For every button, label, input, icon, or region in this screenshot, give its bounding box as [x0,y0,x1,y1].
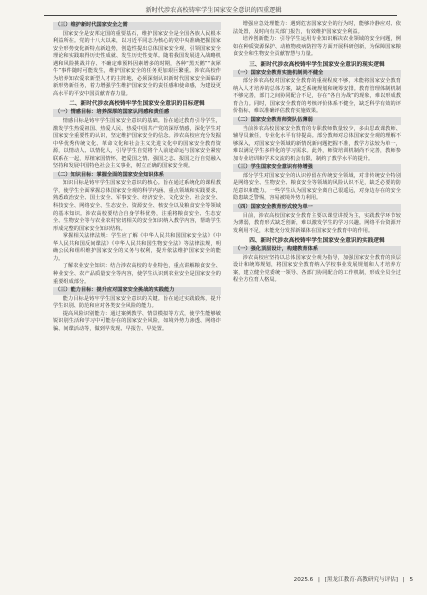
body-paragraph: 提高风险识别能力：通过案例教学、情景模拟等方式，使学生能够敏锐识别生活和学习中可能存在的国家安全风险，如境外势力渗透、网络诈骗、间谍活动等，做到早发现、早报告、早处置。 [53,310,221,332]
subsection-heading: （三）学生国家安全意识有待增强 [233,164,401,172]
footer-separator: | [318,577,320,583]
body-paragraph: 目前，涉农高校国家安全教育主要以课堂讲授为主，实践教学环节较为薄弱，教育形式缺乏创新，难以激发学生的学习兴趣。网络平台资源开发利用不足，未能充分发挥新媒体在国家安全教育中的作用。 [233,212,401,234]
subsection-heading: （三）维护新时代国家安全之需 [53,22,221,30]
section-heading: 四、新时代涉农高校铸牢学生国家安全意识的实践逻辑 [249,238,385,245]
body-paragraph: 知识目标是铸牢学生国家安全意识的核心。旨在通过系统化的课程教学，使学生全面掌握总体国家安全观的科学内涵、重点领域和实践要求，熟悉政治安全、国土安全、军事安全、经济安全、文化安全、社会安全、科技安全、网络安全、生态安全、资源安全、核安全以及粮食安全等领域的基本知识。涉农高校要结合自身学科优势，注重将粮食安全、生态安全、生物安全等与农业农村密切相关的安全知识纳入教学内容，帮助学生形成完整的国家安全知识结构。 [53,180,221,232]
body-paragraph: 能力目标是铸牢学生国家安全意识的关键。旨在通过实践锻炼，提升学生识别、防范和应对各类安全风险的能力。 [53,295,221,310]
body-paragraph: 了解农业安全知识：结合涉农高校的专业特色，重点讲解粮食安全、种业安全、农产品质量安全等内容，使学生认识到农业安全是国家安全的重要组成部分。 [53,263,221,285]
subsection-heading: （一）强化顶层设计，构建教育体系 [233,246,401,254]
right-column [233,21,401,285]
running-header: 新时代涉农高校铸牢学生国家安全意识的四重逻辑 [145,7,282,14]
subsection-heading: （一）国家安全教育实施机制尚不健全 [233,70,401,78]
section-heading: 二、新时代涉农高校铸牢学生国家安全意识的目标逻辑 [69,101,205,108]
page-number: 5 [409,577,413,583]
body-paragraph: 国家安全是安邦定国的重要基石，维护国家安全是全国各族人民根本利益所在。党的十八大以来，以习近平同志为核心的党中央准确把握国家安全形势变化新特点新趋势，创造性提出总体国家安全观，引领国家安全理论和实践取得历史性成就、发生历史性变革。随着我国发展进入战略机遇和风险挑战并存、不确定难预料因素增多的时期，各种“黑天鹅”“灰犀牛”事件随时可能发生，维护国家安全的任务更加艰巨繁重。涉农高校作为培养知农爱农新型人才的主阵地，必须深刻认识新时代国家安全面临的新形势新任务，着力增强学生维护国家安全的责任感和使命感，为建设更高水平的平安中国贡献青春力量。 [53,30,221,97]
header-rule [44,15,397,16]
journal-name: [黑龙江教育·高教研究与评估] [324,577,398,583]
subsection-heading: （二）国家安全教育师资队伍薄弱 [233,117,401,125]
body-paragraph: 情感目标是铸牢学生国家安全意识的基础。旨在通过教育引导学生，激发学生热爱祖国、热爱人民、热爱中国共产党的深厚情感，深化学生对国家安全重要性的认识，坚定维护国家安全的信念。涉农高校应充分发掘中华优秀传统文化、革命文化和社会主义先进文化中的国家安全教育资源，以情动人、以情化人，引导学生自觉将个人前途命运与国家安全紧密联系在一起，厚植家国情怀，把爱国之情、强国之志、报国之行自觉融入坚持和发展中国特色社会主义事业，树立正确的国家安全观。 [53,118,221,170]
subsection-heading: （二）知识目标：掌握全面的国家安全知识体系 [53,172,221,180]
body-paragraph: 涉农高校应坚持以总体国家安全观为指导，加强国家安全教育的顶层设计和统筹规划，将国家安全教育纳入学校事业发展规划和人才培养方案，建立健全党委统一领导、各部门协同配合的工作机制，形成全员全过程全方位育人格局。 [233,254,401,284]
body-paragraph: 掌握相关法律法规：学生应了解《中华人民共和国国家安全法》《中华人民共和国反间谍法》《中华人民共和国生物安全法》等法律法规，明确公民和组织维护国家安全的义务与权利，提升依法维护国家安全的能力。 [53,233,221,262]
footer-separator: | [402,577,405,583]
body-paragraph: 当前涉农高校国家安全教育的专职教师数量较少，多由思政课教师、辅导员兼任，专业化水平有待提高。部分教师对总体国家安全观的理解不够深入，对国家安全领域的新情况新问题把握不准，教学方法较为单一，难以满足学生多样化的学习需求。此外，师资培训机制尚不完善，教师参加专业培训和学术交流的机会有限，制约了教学水平的提升。 [233,125,401,162]
subsection-heading: （四）国家安全教育形式较为单一 [233,204,401,212]
subsection-heading: （三）能力目标：提升应对国家安全挑战的实践能力 [53,287,221,295]
subsection-heading: （一）情感目标：培养深厚的国家认同感和责任感 [53,109,221,117]
left-column [53,21,221,333]
body-paragraph: 部分学生对国家安全的认识停留在传统安全领域，对非传统安全特别是网络安全、生物安全、粮食安全等领域的风险认识不足，缺乏必要的防范意识和能力。一些学生认为国家安全离自己很遥远，对身边存在的安全隐患缺乏警惕，容易被境外势力利用。 [233,172,401,202]
page-footer [294,575,413,583]
issue-date: 2025.6 [293,577,314,583]
body-paragraph: 培养创新能力：引导学生运用专业知识解决农业领域的安全问题，例如在种质资源保护、动植物疫病防控等方面开展科研创新，为保障国家粮食安全和生物安全贡献智慧与力量。 [233,36,401,58]
body-paragraph: 部分涉农高校对国家安全教育的重视程度不够，未能将国家安全教育纳入人才培养的总体方案，缺乏系统规划和统筹安排。教育管理体制机制不够完善，部门之间协同配合不足，存在“各自为战”的现象，难以形成教育合力。同时，国家安全教育的考核评价体系不健全，缺乏科学有效的评价指标，难以准确评估教育实施效果。 [233,78,401,115]
body-paragraph: 增强应急处理能力：遇到危害国家安全的行为时，能够冷静应对、依法处置，及时向有关部门报告，有效维护国家安全利益。 [233,21,401,35]
section-heading: 三、新时代涉农高校铸牢学生国家安全意识的现实逻辑 [249,61,385,68]
